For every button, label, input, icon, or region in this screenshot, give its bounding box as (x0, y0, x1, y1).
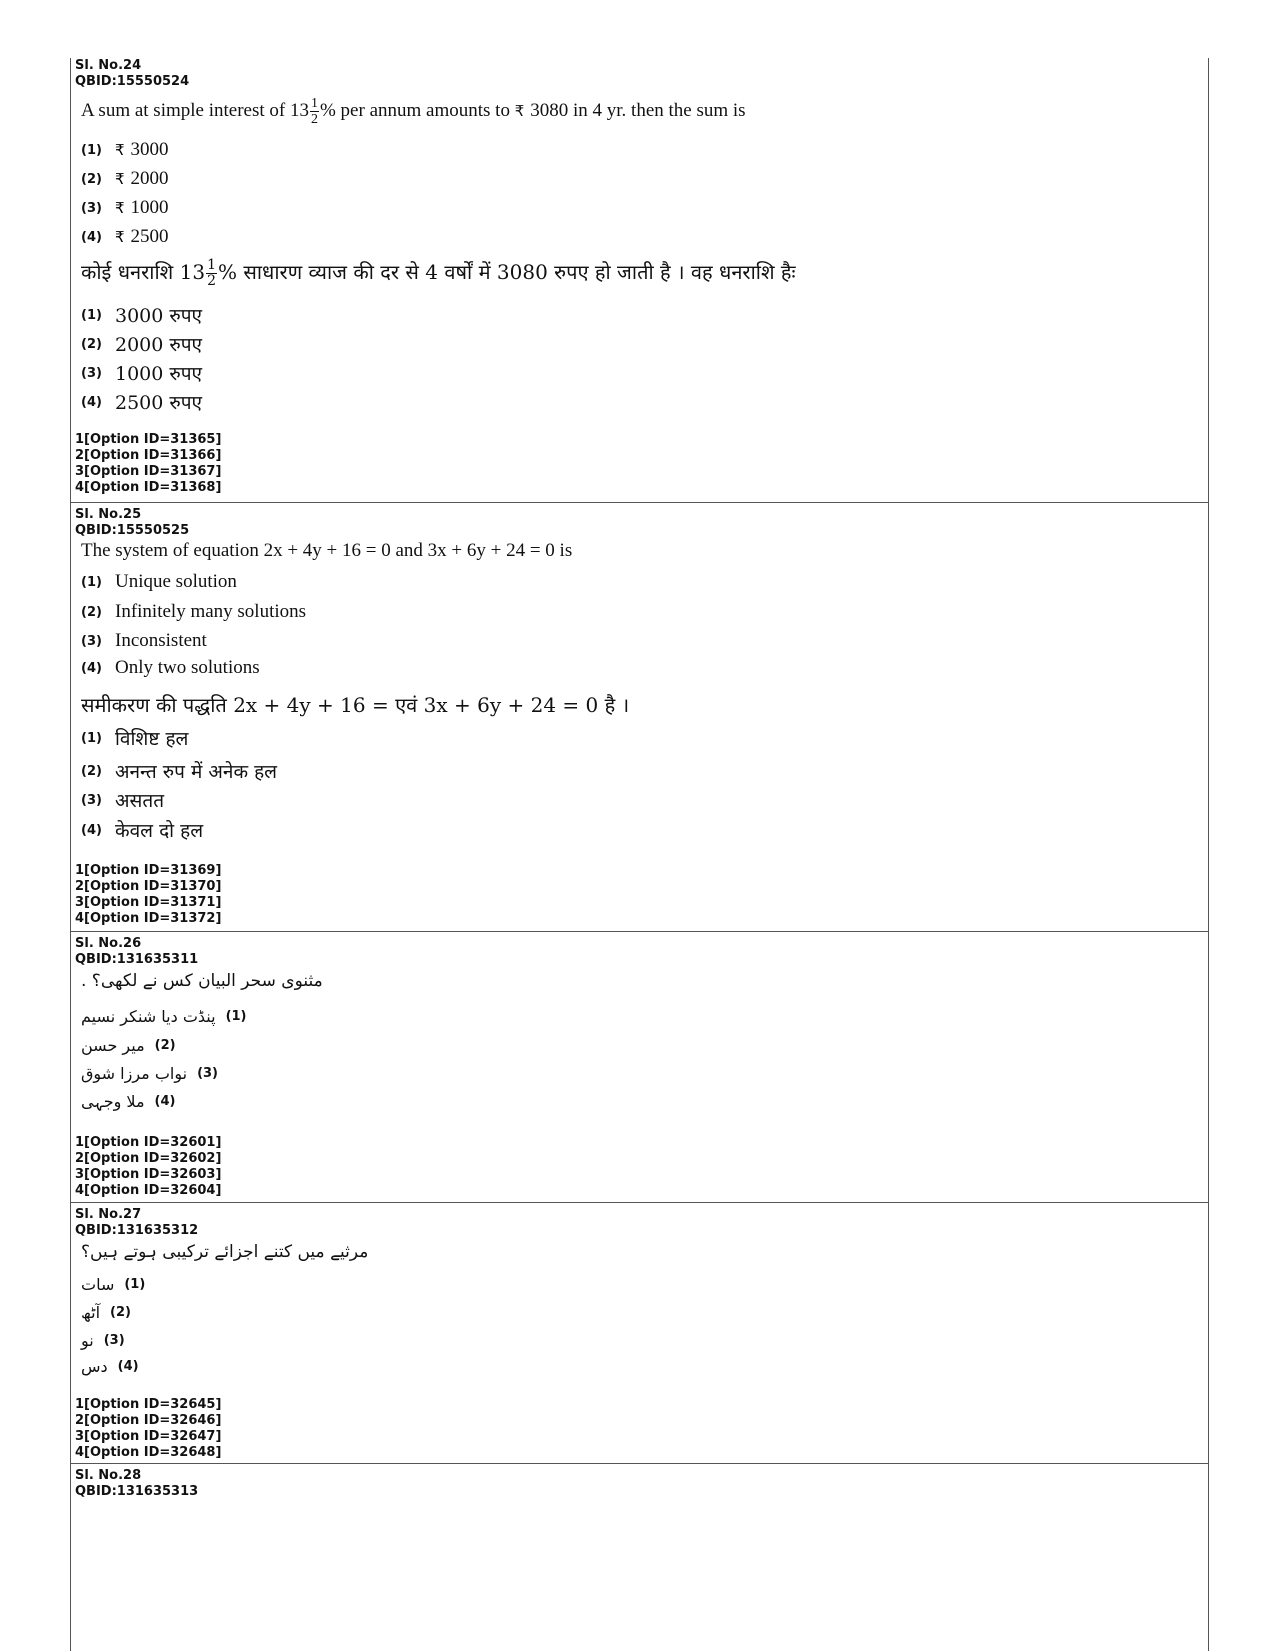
serial-number: Sl. No.25 (75, 507, 142, 522)
question-27 (71, 1202, 1208, 1464)
option-4: (4) ₹ 2500 (81, 226, 169, 247)
rupee-icon: ₹ (115, 141, 125, 159)
fraction: $\frac{1}{2}$ (310, 96, 318, 127)
option-3: (3) ₹ 1000 (81, 197, 169, 218)
option-3: (3) Inconsistent (81, 630, 207, 651)
option-ids: 1[Option ID=32645] 2[Option ID=32646] 3[Option ID=32647] 4[Option ID=32648] (75, 1397, 222, 1460)
question-text-hi: कोई धनराशि 13 $\frac{1}{2}$ % साधारण व्याज की दर से 4 वर्षों में 3080 रुपए हो जाती है । वह धनराशि हैः (81, 257, 796, 289)
option-1: (1) پنڈت دیا شنکر نسیم (81, 1006, 247, 1026)
qbid: QBID:131635311 (75, 952, 199, 967)
serial-number: Sl. No.26 (75, 936, 142, 951)
rupee-icon: ₹ (115, 170, 125, 188)
serial-number: Sl. No.28 (75, 1468, 142, 1483)
option-1: (1) Unique solution (81, 571, 237, 592)
option-2: (2) آٹھ (81, 1302, 131, 1322)
option-4-hi: (4) 2500 रुपए (81, 392, 203, 414)
option-1: (1) سات (81, 1274, 146, 1294)
question-26 (71, 931, 1208, 1203)
option-2-hi: (2) अनन्त रुप में अनेक हल (81, 761, 278, 783)
option-3: (3) نواب مرزا شوق (81, 1063, 218, 1083)
qbid: QBID:15550524 (75, 74, 190, 89)
fraction: $\frac{1}{2}$ (207, 257, 216, 289)
question-text-en: The system of equation 2x + 4y + 16 = 0 and 3x + 6y + 24 = 0 is (81, 540, 573, 561)
option-2: (2) میر حسن (81, 1035, 176, 1055)
serial-number: Sl. No.24 (75, 58, 142, 73)
rupee-icon: ₹ (115, 199, 125, 217)
qbid: QBID:131635312 (75, 1223, 199, 1238)
question-24 (71, 58, 1208, 502)
question-text-ur: مرثیے میں کتنے اجزائے ترکیبی ہوتے ہیں؟ (81, 1242, 369, 1262)
rupee-icon: ₹ (514, 101, 525, 120)
option-3: (3) نو (81, 1330, 125, 1350)
qbid: QBID:15550525 (75, 523, 190, 538)
option-1-hi: (1) 3000 रुपए (81, 305, 203, 327)
question-text-en: A sum at simple interest of 13 $\frac{1}{2}$ % per annum amounts to ₹ 3080 in 4 yr. then the sum is (81, 96, 746, 127)
serial-number: Sl. No.27 (75, 1207, 142, 1222)
option-2: (2) Infinitely many solutions (81, 601, 307, 622)
option-3-hi: (3) असतत (81, 790, 165, 812)
option-ids: 1[Option ID=32601] 2[Option ID=32602] 3[Option ID=32603] 4[Option ID=32604] (75, 1135, 222, 1198)
option-4: (4) Only two solutions (81, 657, 260, 678)
question-text-hi: समीकरण की पद्धति 2x + 4y + 16 = एवं 3x + 6y + 24 = 0 है । (81, 693, 630, 717)
option-3-hi: (3) 1000 रुपए (81, 363, 203, 385)
option-1-hi: (1) विशिष्ट हल (81, 728, 189, 750)
question-paper (70, 58, 1209, 1651)
option-1: (1) ₹ 3000 (81, 139, 169, 160)
qbid: QBID:131635313 (75, 1484, 199, 1499)
question-28 (71, 1463, 1208, 1652)
option-2-hi: (2) 2000 रुपए (81, 334, 203, 356)
rupee-icon: ₹ (115, 228, 125, 246)
option-4-hi: (4) केवल दो हल (81, 820, 204, 842)
question-text-ur: مثنوی سحر البیان کس نے لکھی؟ . (81, 971, 323, 991)
option-4: (4) ملا وجہی (81, 1091, 176, 1111)
option-ids: 1[Option ID=31369] 2[Option ID=31370] 3[Option ID=31371] 4[Option ID=31372] (75, 863, 222, 926)
question-25 (71, 502, 1208, 932)
option-2: (2) ₹ 2000 (81, 168, 169, 189)
option-4: (4) دس (81, 1356, 139, 1376)
option-ids: 1[Option ID=31365] 2[Option ID=31366] 3[Option ID=31367] 4[Option ID=31368] (75, 432, 222, 495)
